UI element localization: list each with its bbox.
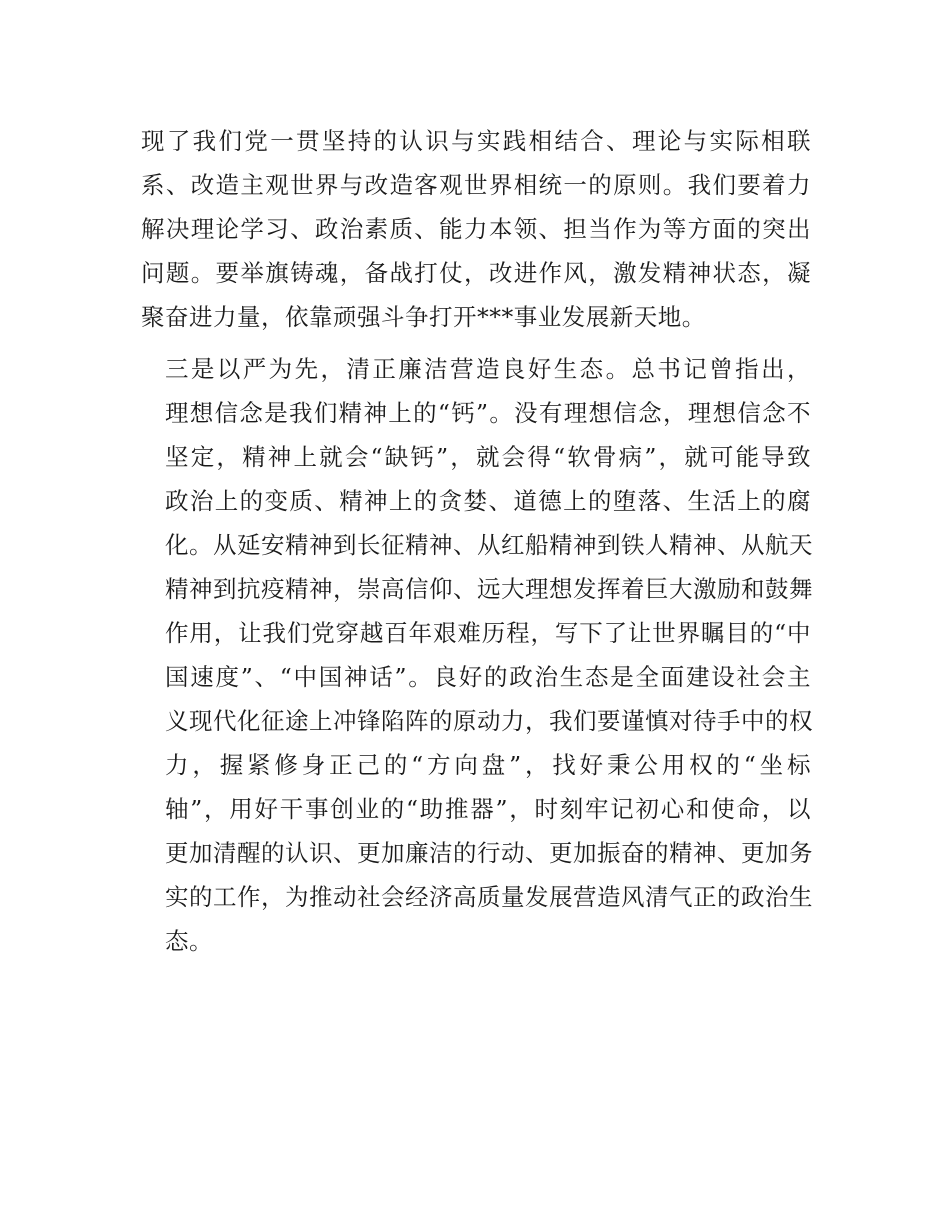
text-line: 更加清醒的认识、更加廉洁的行动、更加振奋的精神、更加务 [165, 839, 813, 867]
text-line: 精神到抗疫精神，崇高信仰、远大理想发挥着巨大激励和鼓舞 [165, 575, 813, 603]
document-body [141, 119, 811, 963]
text-line: 解决理论学习、政治素质、能力本领、担当作为等方面的突出 [141, 215, 811, 243]
text-line: 聚奋进力量，依靠顽强斗争打开***事业发展新天地。 [141, 303, 706, 331]
text-line: 化。从延安精神到长征精神、从红船精神到铁人精神、从航天 [165, 531, 813, 559]
paragraph-continued [141, 119, 811, 339]
text-line: 坚定，精神上就会“缺钙”，就会得“软骨病”，就可能导致 [165, 443, 811, 471]
text-line: 力，握紧修身正己的“方向盘”，找好秉公用权的“坐标 [165, 751, 811, 779]
text-line: 义现代化征途上冲锋陷阵的原动力，我们要谨慎对待手中的权 [165, 707, 813, 735]
text-line: 三是以严为先，清正廉洁营造良好生态。总书记曾指出， [165, 355, 811, 383]
text-line: 系、改造主观世界与改造客观世界相统一的原则。我们要着力 [141, 171, 811, 199]
text-line: 国速度”、“中国神话”。良好的政治生态是全面建设社会主 [165, 663, 811, 691]
text-line: 理想信念是我们精神上的“钙”。没有理想信念，理想信念不 [165, 399, 811, 427]
text-line: 轴”，用好干事创业的“助推器”，时刻牢记初心和使命，以 [165, 795, 811, 823]
text-line: 现了我们党一贯坚持的认识与实践相结合、理论与实际相联 [141, 127, 811, 155]
text-line: 政治上的变质、精神上的贪婪、道德上的堕落、生活上的腐 [165, 487, 811, 515]
text-line: 态。 [165, 927, 213, 955]
text-line: 问题。要举旗铸魂，备战打仗，改进作风，激发精神状态，凝 [141, 259, 811, 287]
text-line: 实的工作，为推动社会经济高质量发展营造风清气正的政治生 [165, 883, 813, 911]
text-line: 作用，让我们党穿越百年艰难历程，写下了让世界瞩目的“中 [165, 619, 811, 647]
paragraph-third-point [141, 347, 811, 963]
